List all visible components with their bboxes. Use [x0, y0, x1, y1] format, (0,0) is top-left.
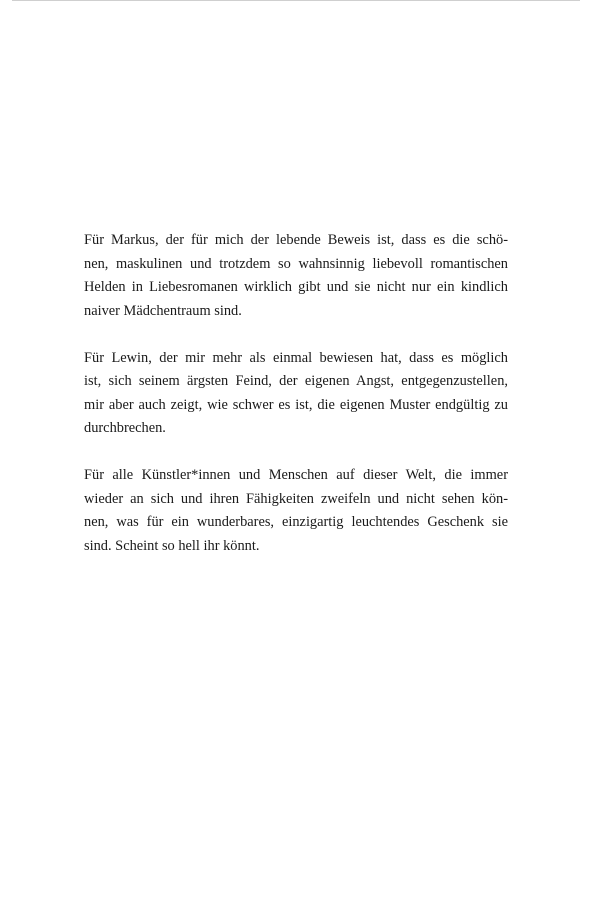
text-line: ist, sich seinem ärgsten Feind, der eigenen Angst, entgegenzustellen, — [84, 373, 508, 389]
text-line: Für alle Künstler*innen und Menschen auf dieser Welt, die immer — [84, 467, 508, 483]
text-line: nen, maskulinen und trotzdem so wahnsinnig liebevoll romantischen — [84, 255, 508, 272]
dedication-paragraph-artists — [84, 464, 508, 558]
dedication-text — [84, 229, 508, 558]
text-line: mir aber auch zeigt, wie schwer es ist, die eigenen Muster endgültig zu — [84, 396, 508, 413]
text-line: Für Markus, der für mich der lebende Beweis ist, dass es die schö- — [84, 232, 508, 248]
text-line: durchbrechen. — [84, 420, 166, 436]
text-line: wieder an sich und ihren Fähigkeiten zweifeln und nicht sehen kön- — [84, 490, 508, 507]
dedication-paragraph-markus — [84, 229, 508, 323]
text-line: sind. Scheint so hell ihr könnt. — [84, 537, 260, 554]
text-line: Helden in Liebesromanen wirklich gibt und sie nicht nur ein kindlich — [84, 279, 508, 295]
text-line: nen, was für ein wunderbares, einzigartig leuchtendes Geschenk sie — [84, 514, 508, 530]
top-divider — [12, 0, 580, 1]
text-line: naiver Mädchentraum sind. — [84, 302, 242, 319]
dedication-paragraph-lewin — [84, 347, 508, 441]
text-line: Für Lewin, der mir mehr als einmal bewiesen hat, dass es möglich — [84, 349, 508, 366]
